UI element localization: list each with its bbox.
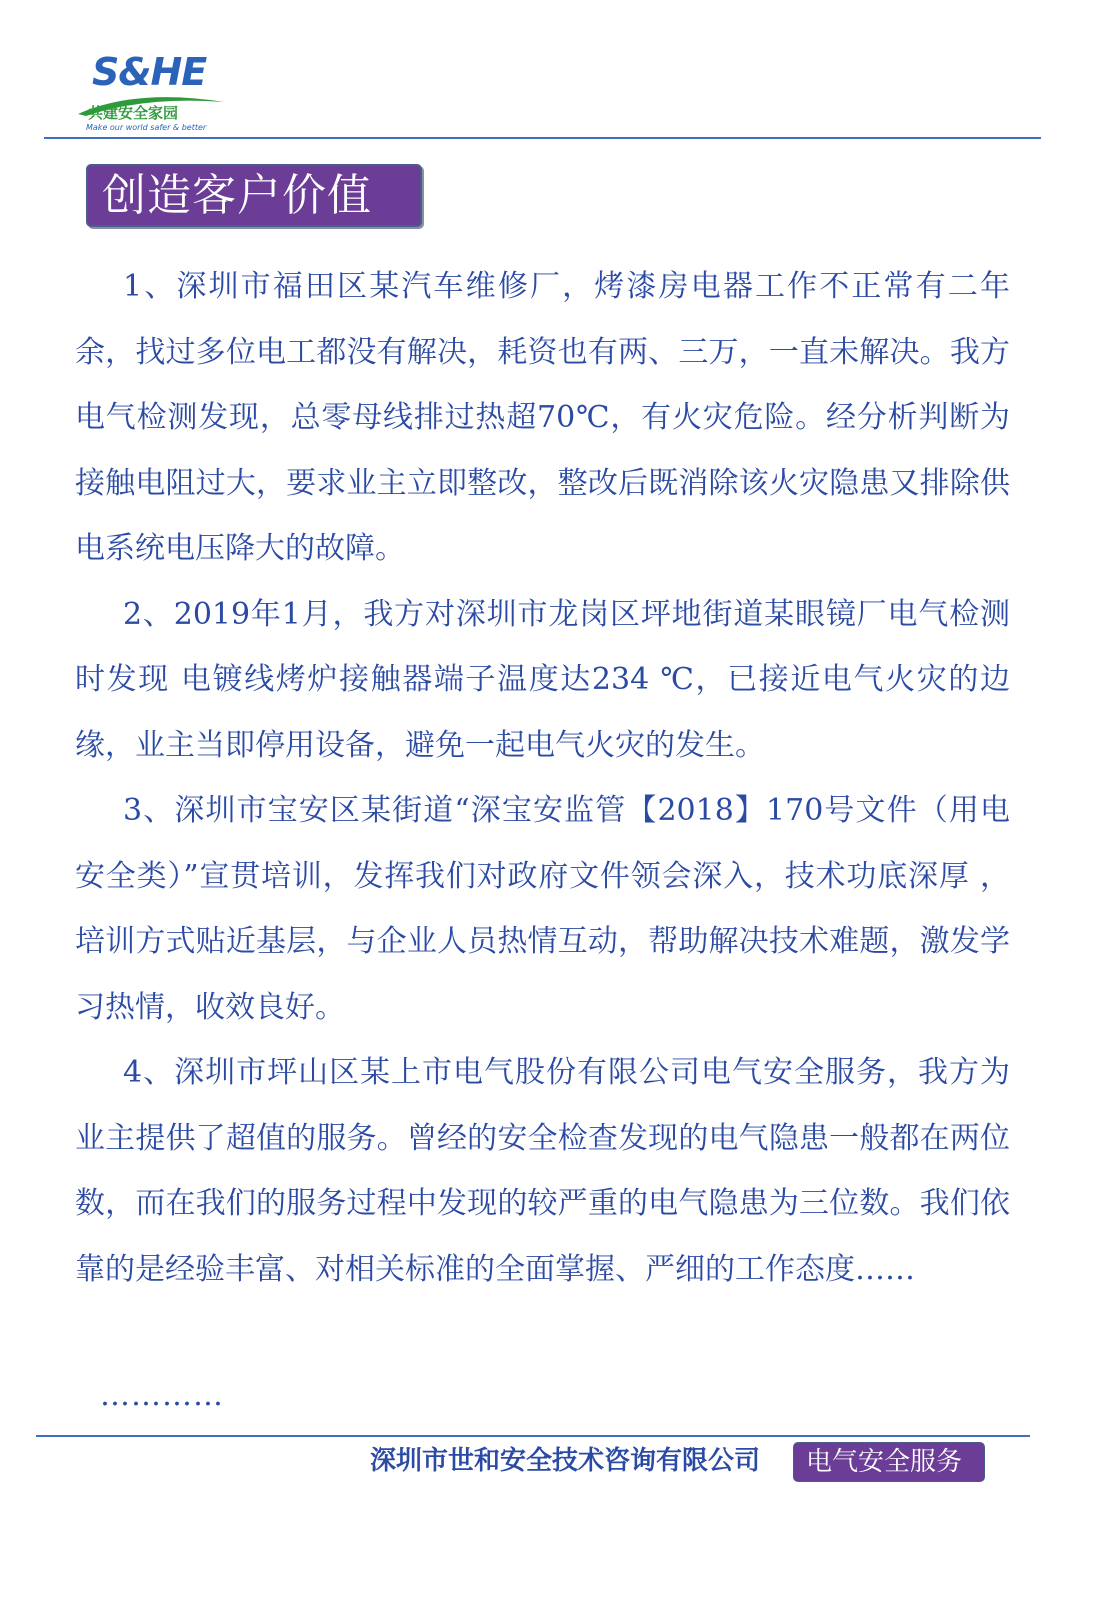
logo-brand: S&HE: [92, 50, 207, 94]
logo-slogan-cn: 共建安全家园: [88, 104, 179, 122]
section-title: 创造客户价值: [102, 170, 372, 221]
continuation-ellipsis: …………: [100, 1378, 224, 1413]
footer-service-badge: [793, 1442, 985, 1482]
footer-service-label: 电气安全服务: [806, 1447, 963, 1477]
footer-divider: [36, 1435, 1030, 1437]
case-paragraph-4: 4、深圳市坪山区某上市电气股份有限公司电气安全服务，我方为业主提供了超值的服务。曾经的安全检查发现的电气隐患一般都在两位数，而在我们的服务过程中发现的较严重的电气隐患为三位数。我们依靠的是经验丰富、对相关标准的全面掌握、严细的工作态度……: [75, 1055, 1010, 1287]
footer-company-name: 深圳市世和安全技术咨询有限公司: [370, 1446, 761, 1476]
logo-slogan-en: Make our world safer & better: [86, 123, 207, 132]
section-title-badge: [86, 164, 422, 227]
case-paragraph-2: 2、2019年1月，我方对深圳市龙岗区坪地街道某眼镜厂电气检测时发现 电镀线烤炉接触器端子温度达234 ℃，已接近电气火灾的边缘，业主当即停用设备，避免一起电气火灾的发生。: [75, 596, 1010, 763]
company-logo: [76, 52, 226, 136]
header-divider: [44, 137, 1041, 139]
case-paragraph-1: 1、深圳市福田区某汽车维修厂，烤漆房电器工作不正常有二年余，找过多位电工都没有解决，耗资也有两、三万，一直未解决。我方电气检测发现，总零母线排过热超70℃，有火灾危险。经分析判断为接触电阻过大，要求业主立即整改，整改后既消除该火灾隐患又排除供电系统电压降大的故障。: [75, 269, 1010, 566]
case-paragraph-3: 3、深圳市宝安区某街道“深宝安监管【2018】170号文件（用电安全类）”宣贯培训，发挥我们对政府文件领会深入，技术功底深厚 ，培训方式贴近基层，与企业人员热情互动，帮助解决技术难题，激发学习热情，收效良好。: [75, 793, 1010, 1025]
case-list: [75, 254, 1010, 1302]
